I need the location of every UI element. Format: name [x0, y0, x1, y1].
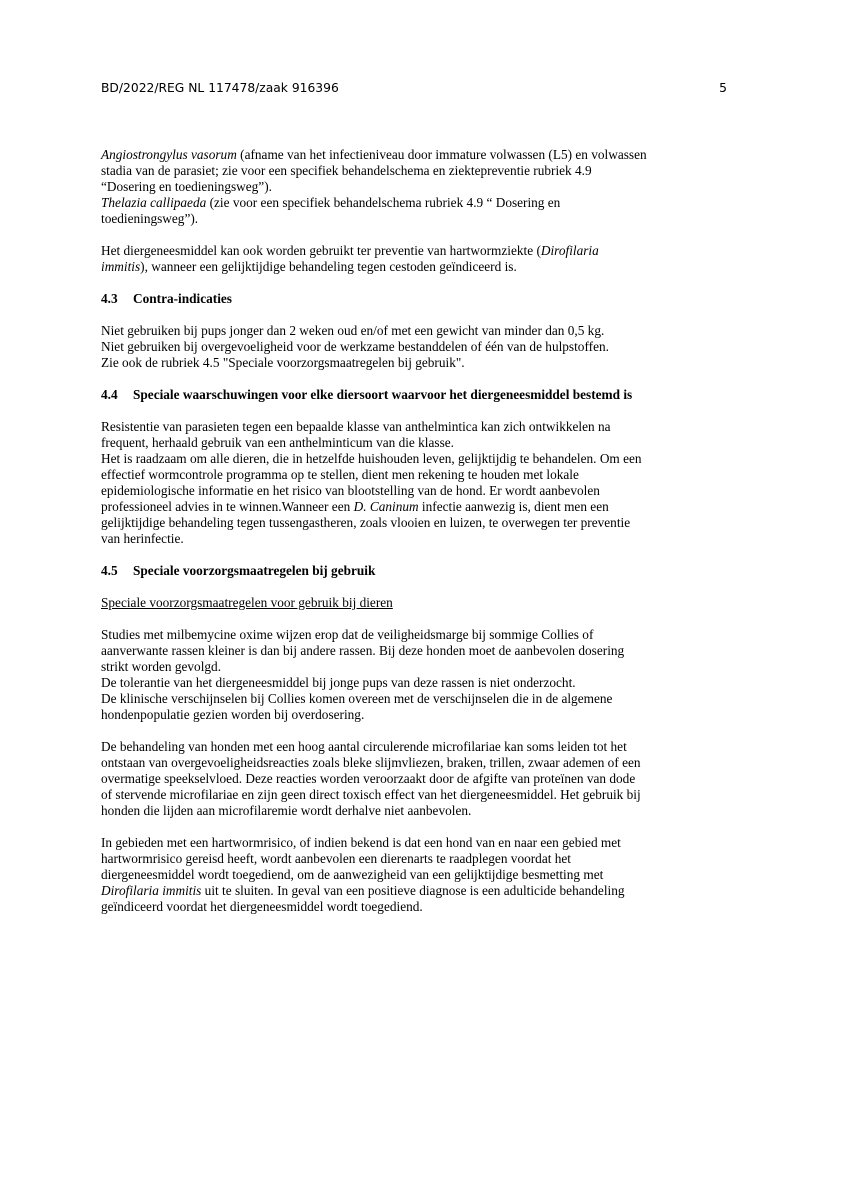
text-line: effectief wormcontrole programma op te stellen, dient men rekening te houden met lokale — [101, 467, 579, 482]
text-line: geïndiceerd voordat het diergeneesmiddel wordt toegediend. — [101, 899, 423, 914]
indication-paragraph — [101, 147, 761, 227]
text-line: Resistentie van parasieten tegen een bepaalde klasse van anthelmintica kan zich ontwikkelen na — [101, 419, 611, 434]
heartworm-paragraph — [101, 835, 761, 915]
section-number: 4.3 — [101, 291, 118, 306]
section-title: Speciale waarschuwingen voor elke diersoort waarvoor het diergeneesmiddel bestemd is — [133, 387, 633, 402]
text-line: Zie ook de rubriek 4.5 "Speciale voorzorgsmaatregelen bij gebruik". — [101, 355, 465, 370]
page-header — [101, 81, 727, 101]
species-name: immitis — [101, 259, 141, 274]
text-span: ), wanneer een gelijktijdige behandeling tegen cestoden geïndiceerd is. — [140, 259, 517, 274]
text-span: uit te sluiten. In geval van een positieve diagnose is een adulticide behandeling — [201, 883, 625, 898]
text-line — [101, 883, 761, 899]
page-number: 5 — [719, 81, 727, 95]
text-line: strikt worden gevolgd. — [101, 659, 222, 674]
contraindications-paragraph — [101, 323, 761, 371]
collies-paragraph — [101, 627, 761, 723]
species-name: Dirofilaria immitis — [101, 883, 202, 898]
text-span: professioneel advies in te winnen.Wanneer een — [101, 499, 354, 514]
text-line — [101, 243, 761, 259]
document-body — [101, 147, 761, 915]
text-line: De klinische verschijnselen bij Collies komen overeen met de verschijnselen die in de algemene — [101, 691, 613, 706]
text-line: hondenpopulatie gezien worden bij overdosering. — [101, 707, 365, 722]
text-line: van herinfectie. — [101, 531, 184, 546]
text-line: De tolerantie van het diergeneesmiddel bij jonge pups van deze rassen is niet onderzocht. — [101, 675, 576, 690]
text-line — [101, 259, 761, 275]
section-number: 4.4 — [101, 387, 118, 402]
text-span: (zie voor een specifiek behandelschema rubriek 4.9 “ Dosering en — [206, 195, 561, 210]
microfilariae-paragraph — [101, 739, 761, 819]
section-number: 4.5 — [101, 563, 118, 578]
species-name: D. Caninum — [353, 499, 419, 514]
text-line — [101, 195, 761, 211]
text-line: epidemiologische informatie en het risico van blootstelling van de hond. Er wordt aanbevolen — [101, 483, 600, 498]
section-heading-4-4 — [101, 387, 761, 403]
section-title: Speciale voorzorgsmaatregelen bij gebruik — [133, 563, 376, 578]
text-line: toedieningsweg”). — [101, 211, 199, 226]
text-line: “Dosering en toedieningsweg”). — [101, 179, 272, 194]
section-heading-4-3 — [101, 291, 761, 307]
text-span: Het diergeneesmiddel kan ook worden gebruikt ter preventie van hartwormziekte ( — [101, 243, 541, 258]
section-heading-4-5 — [101, 563, 761, 579]
text-line: ontstaan van overgevoeligheidsreacties zoals bleke slijmvliezen, braken, trillen, zwaar ademen of een — [101, 755, 641, 770]
text-line: overmatige speekselvloed. Deze reacties worden veroorzaakt door de afgifte van proteïnen van dode — [101, 771, 636, 786]
text-line: frequent, herhaald gebruik van een anthelminticum van die klasse. — [101, 435, 454, 450]
text-line: Studies met milbemycine oxime wijzen erop dat de veiligheidsmarge bij sommige Collies of — [101, 627, 594, 642]
prevention-paragraph — [101, 243, 761, 275]
text-line: Het is raadzaam om alle dieren, die in hetzelfde huishouden leven, gelijktijdig te behandelen. Om een — [101, 451, 642, 466]
text-line: De behandeling van honden met een hoog aantal circulerende microfilariae kan soms leiden tot het — [101, 739, 627, 754]
species-name: Thelazia callipaeda — [101, 195, 207, 210]
text-line: stadia van de parasiet; zie voor een specifiek behandelschema en ziektepreventie rubriek 4.9 — [101, 163, 592, 178]
text-line: In gebieden met een hartwormrisico, of indien bekend is dat een hond van en naar een gebied met — [101, 835, 621, 850]
text-line: Niet gebruiken bij pups jonger dan 2 weken oud en/of met een gewicht van minder dan 0,5 kg. — [101, 323, 605, 338]
text-line: Niet gebruiken bij overgevoeligheid voor de werkzame bestanddelen of één van de hulpstoffen. — [101, 339, 609, 354]
document-reference: BD/2022/REG NL 117478/zaak 916396 — [101, 81, 339, 95]
text-span: (afname van het infectieniveau door immature volwassen (L5) en volwassen — [236, 147, 647, 162]
species-name: Angiostrongylus vasorum — [101, 147, 237, 162]
text-line: gelijktijdige behandeling tegen tussengastheren, zoals vlooien en luizen, te overwegen ter preventie — [101, 515, 631, 530]
text-line: hartwormrisico gereisd heeft, wordt aanbevolen een dierenarts te raadplegen voordat het — [101, 851, 571, 866]
species-name: Dirofilaria — [540, 243, 599, 258]
text-line: aanverwante rassen kleiner is dan bij andere rassen. Bij deze honden moet de aanbevolen dosering — [101, 643, 625, 658]
subsection-title: Speciale voorzorgsmaatregelen voor gebruik bij dieren — [101, 595, 393, 610]
text-line — [101, 499, 761, 515]
text-line: diergeneesmiddel wordt toegediend, om de aanwezigheid van een gelijktijdige besmetting met — [101, 867, 604, 882]
warnings-paragraph — [101, 419, 761, 547]
text-line: of stervende microfilariae en zijn geen direct toxisch effect van het diergeneesmiddel. Het gebruik bij — [101, 787, 641, 802]
text-line: honden die lijden aan microfilaremie wordt derhalve niet aanbevolen. — [101, 803, 472, 818]
text-line — [101, 147, 761, 163]
text-span: infectie aanwezig is, dient men een — [418, 499, 609, 514]
section-title: Contra-indicaties — [133, 291, 232, 306]
